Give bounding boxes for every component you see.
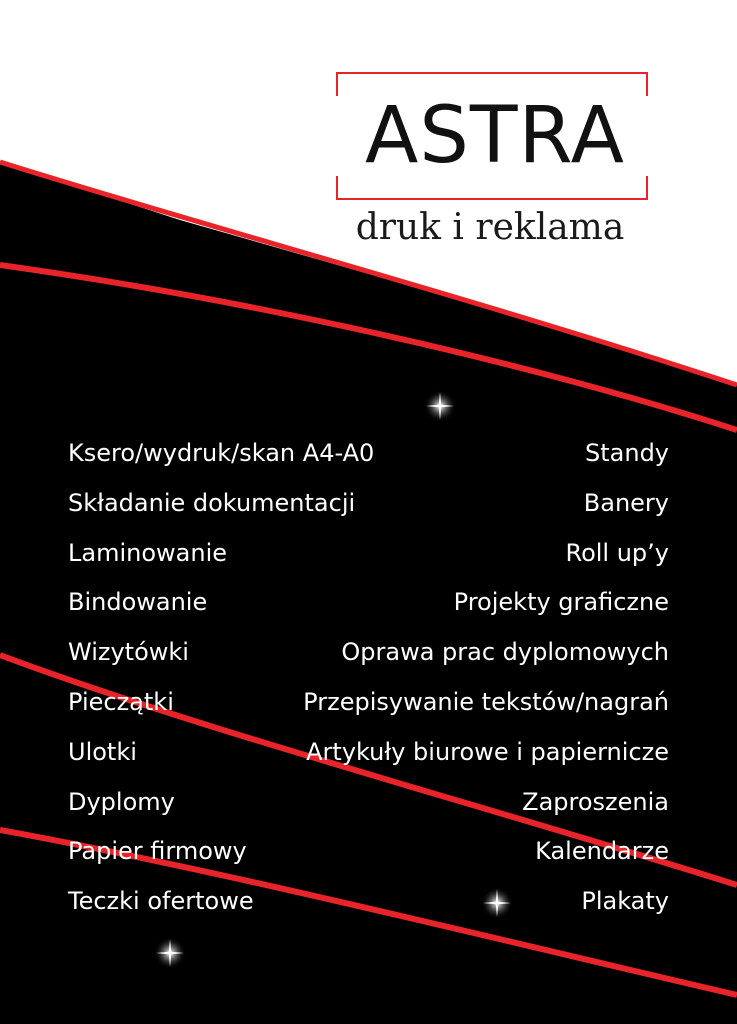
service-item: Roll up’y — [565, 538, 669, 567]
service-item: Banery — [583, 488, 669, 517]
service-item: Plakaty — [581, 887, 669, 916]
service-item: Bindowanie — [68, 588, 208, 617]
service-item: Dyplomy — [68, 787, 175, 816]
brand-tagline: druk i reklama — [355, 207, 625, 248]
service-item: Papier firmowy — [68, 837, 247, 866]
service-item: Ulotki — [68, 737, 137, 766]
service-item: Zaproszenia — [522, 787, 669, 816]
service-item: Artykuły biurowe i papiernicze — [306, 737, 669, 766]
service-item: Składanie dokumentacji — [68, 488, 356, 517]
service-item: Teczki ofertowe — [68, 887, 254, 916]
services-right-list — [303, 432, 669, 930]
service-item: Przepisywanie tekstów/nagrań — [303, 687, 669, 716]
service-item: Wizytówki — [68, 638, 189, 667]
service-item: Projekty graficzne — [453, 588, 669, 617]
service-item: Oprawa prac dyplomowych — [341, 638, 669, 667]
service-item: Ksero/wydruk/skan A4-A0 — [68, 439, 375, 467]
service-item: Standy — [585, 439, 669, 467]
sparkle-icon — [479, 885, 515, 921]
sparkle-icon — [422, 388, 458, 424]
service-item: Pieczątki — [68, 687, 174, 716]
sparkle-icon — [152, 935, 188, 971]
service-item: Laminowanie — [68, 538, 227, 567]
service-item: Kalendarze — [535, 837, 669, 866]
brand-logo: ASTRA — [312, 96, 678, 176]
